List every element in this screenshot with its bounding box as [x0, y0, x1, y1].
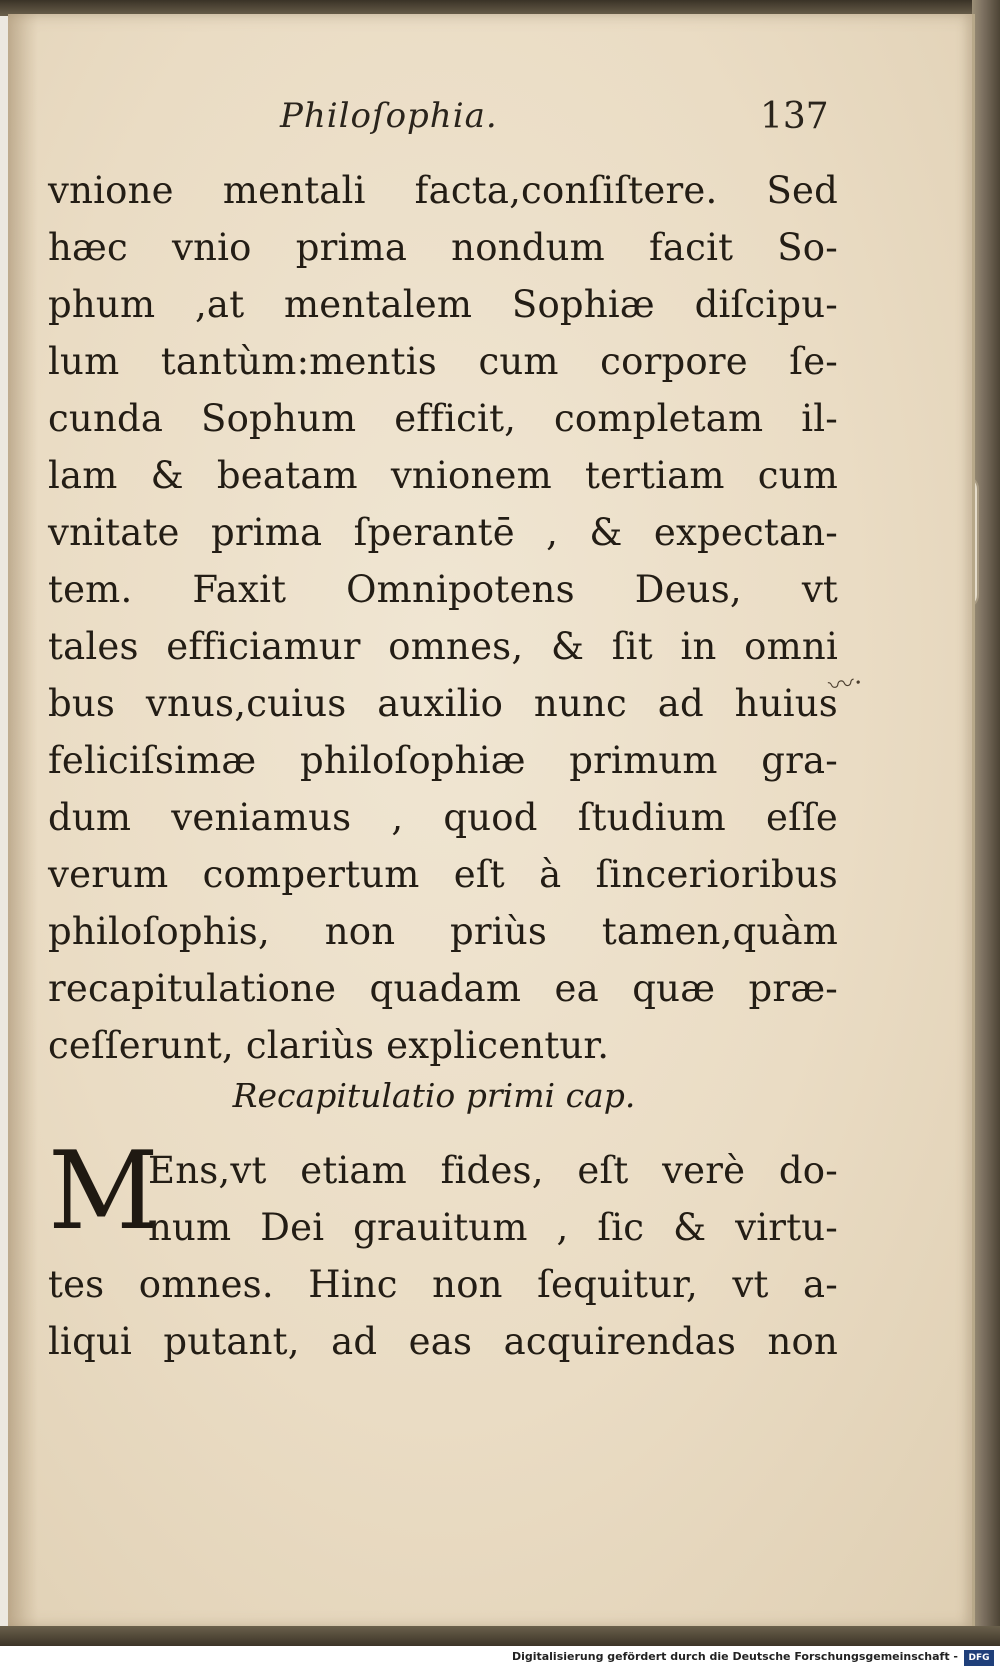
page-header [8, 96, 972, 146]
text-line: lum tantùm:mentis cum corpore ſe- [48, 340, 838, 383]
text-line: dum veniamus , quod ſtudium eſſe [48, 796, 838, 839]
section-heading [8, 1076, 972, 1115]
margin-annotation: 〰· [826, 667, 865, 703]
credit-text: Digitalisierung gefördert durch die Deutsche Forschungsgemeinschaft - [511, 1650, 958, 1663]
text-line: bus vnus,cuius auxilio nunc ad huius [48, 682, 838, 725]
page-paper [8, 14, 975, 1628]
running-title: Philoſophia. [280, 96, 498, 136]
text-line: lam & beatam vnionem tertiam cum [48, 454, 838, 497]
text-line: tales efficiamur omnes, & ſit in omni [48, 625, 838, 668]
page-number: 137 [760, 96, 829, 137]
text-line: feliciſsimæ philoſophiæ primum gra- [48, 739, 838, 782]
book-bottom-edge [0, 1626, 1000, 1646]
text-line: recapitulatione quadam ea quæ præ- [48, 967, 838, 1010]
section-heading-text: Recapitulatio primi cap. [232, 1076, 636, 1115]
text-line: vnitate prima ſperantē , & expectan- [48, 511, 838, 554]
dfg-logo: DFG [964, 1650, 994, 1666]
section-paragraph [48, 1142, 838, 1370]
text-line: ceſſerunt, clariùs explicentur. [48, 1024, 610, 1067]
text-line: phum ,at mentalem Sophiæ diſcipu- [48, 283, 838, 326]
drop-cap: M [48, 1129, 159, 1254]
text-line: verum compertum eſt à ſincerioribus [48, 853, 838, 896]
text-line: tem. Faxit Omnipotens Deus, vt [48, 568, 838, 611]
digitization-credit-bar [0, 1646, 1000, 1672]
gutter-shadow [8, 14, 38, 1628]
text-line: vnione mentali facta,conſiſtere. Sed [48, 169, 838, 212]
text-line: num Dei grauitum , ſic & virtu- [148, 1206, 838, 1249]
text-line: hæc vnio prima nondum facit So- [48, 226, 838, 269]
text-line: Ens,vt etiam fides, eſt verè do- [148, 1149, 838, 1192]
text-line: tes omnes. Hinc non ſequitur, vt a- [48, 1263, 838, 1306]
text-line: liqui putant, ad eas acquirendas non [48, 1320, 838, 1363]
main-paragraph [48, 162, 838, 1074]
book-fore-edge [972, 0, 1000, 1640]
text-line: philoſophis, non priùs tamen,quàm [48, 910, 838, 953]
text-line: cunda Sophum efficit, completam il- [48, 397, 838, 440]
